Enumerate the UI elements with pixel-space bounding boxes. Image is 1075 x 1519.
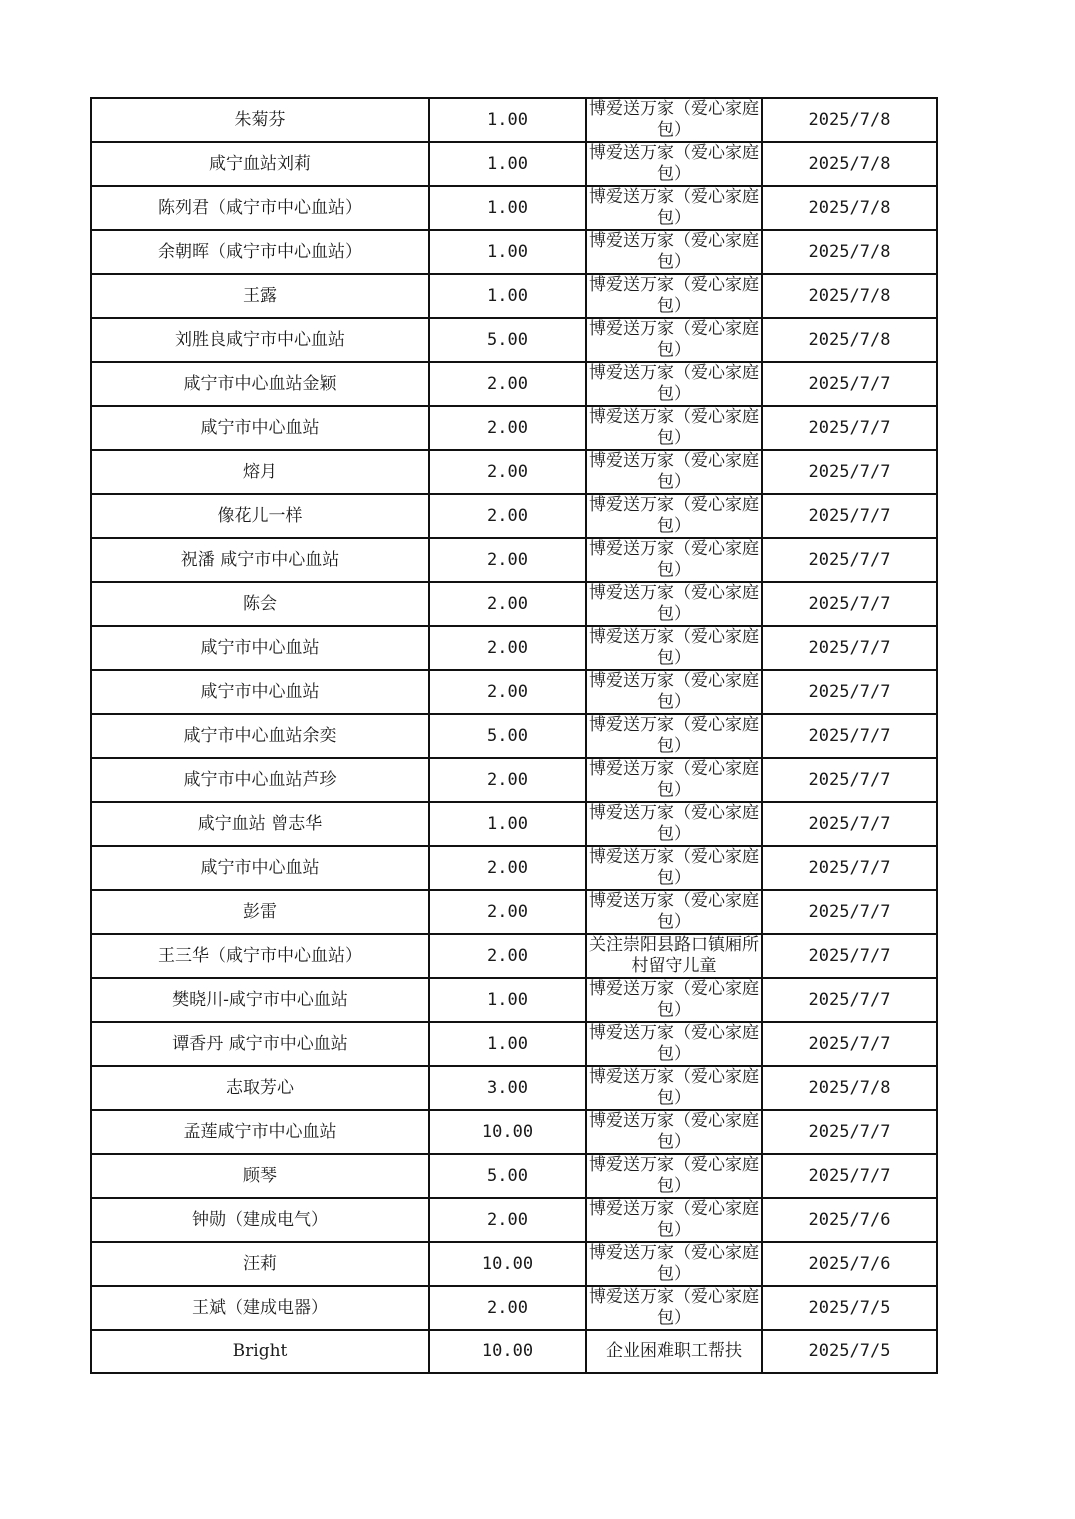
project-cell: 博爱送万家（爱心家庭包） [586,758,762,802]
donor-name-cell: 咸宁市中心血站 [91,846,429,890]
table-row [91,1022,937,1066]
donation-table [90,97,938,1374]
project-cell: 博爱送万家（爱心家庭包） [586,1198,762,1242]
amount-cell: 1.00 [429,1022,586,1066]
date-cell: 2025/7/7 [762,1154,937,1198]
donor-name-cell: 王斌（建成电器） [91,1286,429,1330]
date-cell: 2025/7/7 [762,582,937,626]
table-row [91,582,937,626]
donor-name-cell: 朱菊芬 [91,98,429,142]
donation-table-body [91,98,937,1373]
table-row [91,98,937,142]
project-cell: 博爱送万家（爱心家庭包） [586,802,762,846]
donor-name-cell: 余朝晖（咸宁市中心血站） [91,230,429,274]
donor-name-cell: 刘胜良咸宁市中心血站 [91,318,429,362]
amount-cell: 2.00 [429,670,586,714]
table-row [91,362,937,406]
donor-name-cell: 咸宁市中心血站芦珍 [91,758,429,802]
table-row [91,274,937,318]
date-cell: 2025/7/7 [762,758,937,802]
amount-cell: 10.00 [429,1242,586,1286]
project-cell: 博爱送万家（爱心家庭包） [586,538,762,582]
amount-cell: 3.00 [429,1066,586,1110]
donor-name-cell: 王露 [91,274,429,318]
table-row [91,1154,937,1198]
date-cell: 2025/7/7 [762,362,937,406]
amount-cell: 1.00 [429,186,586,230]
date-cell: 2025/7/6 [762,1242,937,1286]
donor-name-cell: 咸宁市中心血站 [91,406,429,450]
table-row [91,670,937,714]
project-cell: 博爱送万家（爱心家庭包） [586,98,762,142]
project-cell: 博爱送万家（爱心家庭包） [586,142,762,186]
donor-name-cell: 樊晓川-咸宁市中心血站 [91,978,429,1022]
donor-name-cell: 熔月 [91,450,429,494]
project-cell: 博爱送万家（爱心家庭包） [586,714,762,758]
table-row [91,714,937,758]
table-row [91,846,937,890]
table-row [91,538,937,582]
date-cell: 2025/7/7 [762,670,937,714]
date-cell: 2025/7/7 [762,406,937,450]
project-cell: 博爱送万家（爱心家庭包） [586,406,762,450]
amount-cell: 1.00 [429,142,586,186]
date-cell: 2025/7/5 [762,1286,937,1330]
table-row [91,1286,937,1330]
table-row [91,1242,937,1286]
table-row [91,626,937,670]
table-row [91,230,937,274]
project-cell: 博爱送万家（爱心家庭包） [586,186,762,230]
donor-name-cell: 谭香丹 咸宁市中心血站 [91,1022,429,1066]
donor-name-cell: 顾琴 [91,1154,429,1198]
date-cell: 2025/7/8 [762,230,937,274]
date-cell: 2025/7/8 [762,186,937,230]
project-cell: 博爱送万家（爱心家庭包） [586,1022,762,1066]
donor-name-cell: 像花儿一样 [91,494,429,538]
project-cell: 博爱送万家（爱心家庭包） [586,362,762,406]
date-cell: 2025/7/6 [762,1198,937,1242]
date-cell: 2025/7/7 [762,626,937,670]
table-row [91,186,937,230]
donor-name-cell: 彭雷 [91,890,429,934]
amount-cell: 2.00 [429,538,586,582]
table-row [91,934,937,978]
donor-name-cell: 钟勋（建成电气） [91,1198,429,1242]
project-cell: 博爱送万家（爱心家庭包） [586,1110,762,1154]
amount-cell: 10.00 [429,1110,586,1154]
table-row [91,978,937,1022]
project-cell: 博爱送万家（爱心家庭包） [586,450,762,494]
date-cell: 2025/7/7 [762,1110,937,1154]
table-row [91,758,937,802]
project-cell: 博爱送万家（爱心家庭包） [586,890,762,934]
amount-cell: 2.00 [429,890,586,934]
donor-name-cell: 汪莉 [91,1242,429,1286]
date-cell: 2025/7/8 [762,1066,937,1110]
amount-cell: 1.00 [429,230,586,274]
amount-cell: 1.00 [429,978,586,1022]
project-cell: 关注崇阳县路口镇厢所村留守儿童 [586,934,762,978]
project-cell: 博爱送万家（爱心家庭包） [586,582,762,626]
amount-cell: 1.00 [429,274,586,318]
amount-cell: 2.00 [429,846,586,890]
project-cell: 博爱送万家（爱心家庭包） [586,494,762,538]
amount-cell: 5.00 [429,318,586,362]
date-cell: 2025/7/7 [762,494,937,538]
amount-cell: 5.00 [429,714,586,758]
project-cell: 企业困难职工帮扶 [586,1330,762,1373]
amount-cell: 2.00 [429,494,586,538]
date-cell: 2025/7/7 [762,978,937,1022]
table-row [91,318,937,362]
amount-cell: 2.00 [429,1198,586,1242]
project-cell: 博爱送万家（爱心家庭包） [586,670,762,714]
donor-name-cell: 志取芳心 [91,1066,429,1110]
amount-cell: 10.00 [429,1330,586,1373]
amount-cell: 1.00 [429,802,586,846]
date-cell: 2025/7/8 [762,274,937,318]
donor-name-cell: Bright [91,1330,429,1373]
project-cell: 博爱送万家（爱心家庭包） [586,978,762,1022]
donor-name-cell: 咸宁市中心血站金颖 [91,362,429,406]
amount-cell: 2.00 [429,758,586,802]
table-row [91,494,937,538]
date-cell: 2025/7/7 [762,538,937,582]
table-row [91,406,937,450]
donor-name-cell: 孟莲咸宁市中心血站 [91,1110,429,1154]
date-cell: 2025/7/8 [762,98,937,142]
date-cell: 2025/7/8 [762,142,937,186]
table-row [91,890,937,934]
date-cell: 2025/7/5 [762,1330,937,1373]
date-cell: 2025/7/7 [762,802,937,846]
amount-cell: 5.00 [429,1154,586,1198]
donor-name-cell: 咸宁市中心血站 [91,670,429,714]
amount-cell: 2.00 [429,1286,586,1330]
donor-name-cell: 祝潘 咸宁市中心血站 [91,538,429,582]
donor-name-cell: 陈列君（咸宁市中心血站） [91,186,429,230]
amount-cell: 1.00 [429,98,586,142]
amount-cell: 2.00 [429,362,586,406]
table-row [91,1110,937,1154]
project-cell: 博爱送万家（爱心家庭包） [586,626,762,670]
donor-name-cell: 咸宁血站 曾志华 [91,802,429,846]
project-cell: 博爱送万家（爱心家庭包） [586,846,762,890]
project-cell: 博爱送万家（爱心家庭包） [586,1066,762,1110]
project-cell: 博爱送万家（爱心家庭包） [586,1286,762,1330]
table-row [91,1330,937,1373]
table-row [91,450,937,494]
date-cell: 2025/7/7 [762,1022,937,1066]
project-cell: 博爱送万家（爱心家庭包） [586,318,762,362]
table-row [91,1066,937,1110]
table-row [91,802,937,846]
donor-name-cell: 王三华（咸宁市中心血站） [91,934,429,978]
amount-cell: 2.00 [429,934,586,978]
project-cell: 博爱送万家（爱心家庭包） [586,274,762,318]
amount-cell: 2.00 [429,626,586,670]
amount-cell: 2.00 [429,450,586,494]
date-cell: 2025/7/7 [762,450,937,494]
project-cell: 博爱送万家（爱心家庭包） [586,1242,762,1286]
donor-name-cell: 咸宁血站刘莉 [91,142,429,186]
donor-name-cell: 陈会 [91,582,429,626]
donor-name-cell: 咸宁市中心血站余奕 [91,714,429,758]
date-cell: 2025/7/7 [762,846,937,890]
date-cell: 2025/7/7 [762,714,937,758]
donor-name-cell: 咸宁市中心血站 [91,626,429,670]
project-cell: 博爱送万家（爱心家庭包） [586,230,762,274]
amount-cell: 2.00 [429,406,586,450]
date-cell: 2025/7/7 [762,890,937,934]
date-cell: 2025/7/7 [762,934,937,978]
project-cell: 博爱送万家（爱心家庭包） [586,1154,762,1198]
table-row [91,1198,937,1242]
amount-cell: 2.00 [429,582,586,626]
date-cell: 2025/7/8 [762,318,937,362]
table-row [91,142,937,186]
